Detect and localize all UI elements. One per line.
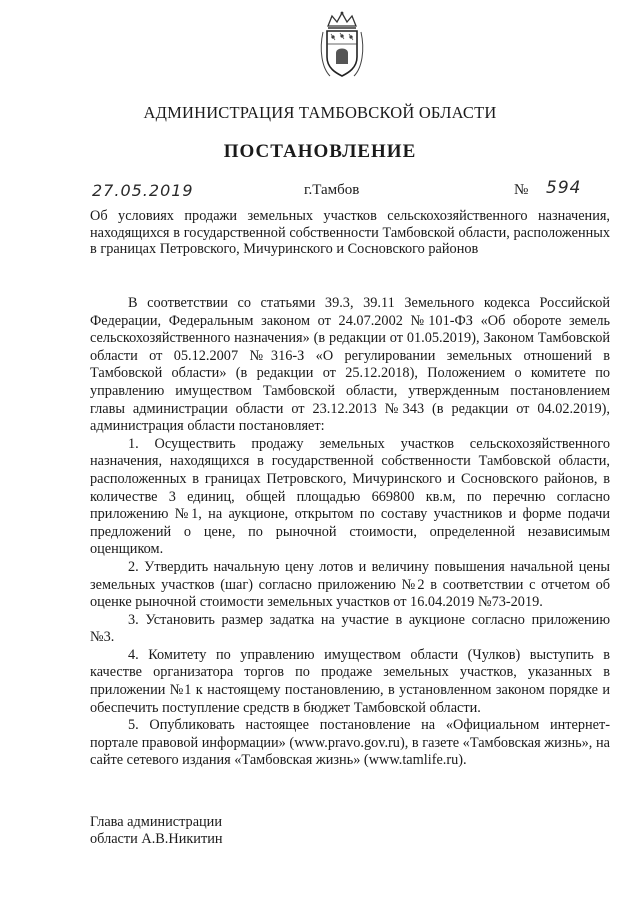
tambov-coat-of-arms-icon: [318, 10, 366, 80]
resolution-item: 2. Утвердить начальную цену лотов и величину повышения начальной цены земельных участков (шаг) согласно приложению №2 в соответствии с отчетом об оценке рыночной стоимости земельных участков от 16.04.2019 №73-2019.: [90, 558, 610, 611]
handwritten-number: 594: [546, 178, 582, 198]
document-body: [90, 295, 610, 770]
signature-name: области А.В.Никитин: [90, 830, 223, 847]
resolution-item: 5. Опубликовать настоящее постановление на «Официальном интернет-портале правовой информации» (www.pravo.gov.ru), в газете «Тамбовская жизнь», на сайте сетевого издания «Тамбовская жизнь» (www.tamlife.ru).: [90, 717, 610, 769]
resolution-item: 3. Установить размер задатка на участие в аукционе согласно приложению №3.: [90, 611, 610, 646]
signature-title: Глава администрации: [90, 814, 222, 830]
resolution-item: 4. Комитету по управлению имуществом области (Чулков) выступить в качестве организатора торгов по продаже земельных участков, указанных в приложении №1 к настоящему постановлению, в установленном законом порядке и обеспечить поступление средств в бюджет Тамбовской области.: [90, 646, 610, 716]
number-sign: №: [514, 182, 529, 198]
document-type-heading: ПОСТАНОВЛЕНИЕ: [223, 141, 417, 162]
organization-title: АДМИНИСТРАЦИЯ ТАМБОВСКОЙ ОБЛАСТИ: [143, 103, 497, 122]
resolution-item: 1. Осуществить продажу земельных участков сельскохозяйственного назначения, находящихся в государственной собственности Тамбовской области, расположенных в границах Петровского, Мичуринского и Сосновского районов, в количестве 3 единиц, общей площадью 669800 кв.м, по перечню согласно приложению №1, на аукционе, открытом по составу участников и форме подачи предложений о цене, по рыночной стоимости, определенной независимым оценщиком.: [90, 435, 610, 558]
city-label: г.Тамбов: [304, 182, 360, 198]
signature-block: [90, 814, 223, 847]
document-subject: Об условиях продажи земельных участков сельскохозяйственного назначения, находящихся в государственной собственности Тамбовской области, расположенных в границах Петровского, Мичуринского и Сосновского районов: [90, 208, 610, 257]
handwritten-date: 27.05.2019: [92, 181, 194, 200]
preamble-paragraph: В соответствии со статьями 39.3, 39.11 Земельного кодекса Российской Федерации, Федеральным законом от 24.07.2002 №101-ФЗ «Об обороте земель сельскохозяйственного назначения» (в редакции от 01.05.2019), Законом Тамбовской области от 05.12.2007 №316-З «О регулировании земельных отношений в Тамбовской области» (в редакции от 25.12.2018), Положением о комитете по управлению имуществом Тамбовской области, утвержденным постановлением главы администрации области от 23.12.2013 №343 (в редакции от 04.02.2019), администрация области постановляет:: [90, 295, 610, 435]
